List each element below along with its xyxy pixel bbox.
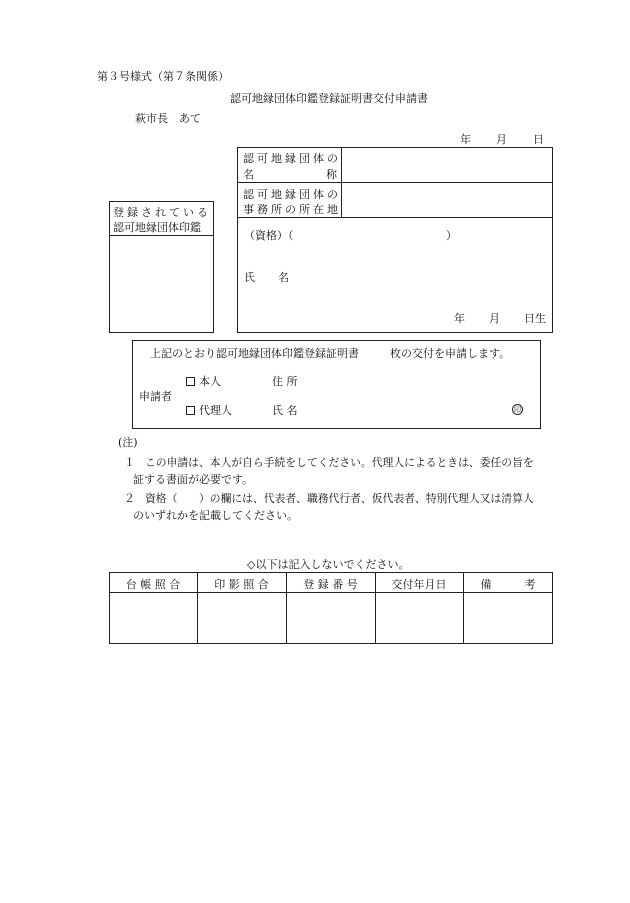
copies-count-field[interactable] (368, 343, 388, 359)
note-1-number: １ (124, 456, 135, 469)
notes-header: (注) (118, 436, 138, 449)
header-issue-date: 交付年月日 (391, 578, 447, 591)
request-sentence-a: 上記のとおり認可地縁団体印鑑登録証明書 (150, 347, 359, 360)
org-table-row-divider-2 (237, 217, 553, 218)
birth-year-label: 年 (454, 312, 465, 325)
agent-option[interactable] (186, 402, 232, 418)
form-number: 第３号様式（第７条関係） (97, 70, 229, 83)
note-2-number: ２ (124, 492, 135, 505)
agent-checkbox[interactable] (186, 406, 195, 415)
applicant-address-field[interactable] (310, 371, 530, 387)
header-remarks: 備 考 (480, 578, 536, 591)
person-name-label-b: 名 (278, 271, 289, 284)
self-label: 本人 (199, 375, 221, 388)
note-1-line-1: この申請は、本人が自ら手続をしてください。代理人によるときは、委任の旨を (145, 456, 534, 469)
office-address-label-1: 認可地縁団体の (243, 188, 341, 201)
note-2-line-1: 資格（ ）の欄には、代表者、職務代行者、仮代表者、特別代理人又は清算人 (145, 492, 534, 505)
office-address-value-field[interactable] (342, 184, 552, 215)
date-year-label: 年 (460, 133, 471, 146)
self-option[interactable] (186, 373, 221, 389)
form-title: 認可地縁団体印鑑登録証明書交付申請書 (230, 92, 428, 105)
org-name-value-field[interactable] (342, 150, 552, 181)
org-name-label-2b: 称 (326, 168, 337, 181)
seal-box-label-2: 認可地縁団体印鑑 (113, 221, 201, 234)
seal-box-divider (109, 235, 214, 236)
office-use-caption: ◇以下は記入しないでください。 (247, 558, 410, 571)
person-name-label-a: 氏 (244, 271, 255, 284)
org-table-row-divider-1 (237, 182, 553, 183)
self-checkbox[interactable] (186, 377, 195, 386)
name-label: 氏 名 (272, 404, 298, 417)
note-2-line-2: のいずれかを記載してください。 (133, 509, 298, 522)
addressee: 萩市長 あて (135, 112, 201, 125)
office-address-label-2: 事務所の所在地 (243, 203, 341, 216)
person-name-field[interactable] (300, 264, 540, 286)
seal-stamp-mark: 印 (514, 406, 521, 414)
date-day-label: 日 (533, 133, 544, 146)
org-name-label-2a: 名 (243, 168, 254, 181)
org-name-label-1: 認可地縁団体の (243, 152, 341, 165)
qualification-open: （資格）（ (244, 229, 294, 242)
qualification-field[interactable] (305, 226, 445, 241)
agent-label: 代理人 (199, 404, 232, 417)
note-1-line-2: 証する書面が必要です。 (133, 473, 254, 486)
address-label: 住 所 (272, 375, 298, 388)
qualification-close: ） (446, 229, 457, 242)
applicant-name-field[interactable] (310, 400, 500, 416)
applicant-label: 申請者 (139, 390, 172, 403)
request-sentence-b: 枚の交付を申請します。 (390, 347, 511, 360)
birth-month-label: 月 (489, 312, 500, 325)
office-use-header-divider (109, 592, 553, 593)
date-month-label: 月 (496, 133, 507, 146)
seal-box-label-1: 登録されている (113, 206, 211, 219)
birth-day-label: 日生 (524, 312, 546, 325)
header-registration-number: 登 録 番 号 (303, 578, 358, 591)
header-ledger-check: 台 帳 照 合 (125, 578, 181, 591)
header-seal-check: 印 影 照 合 (214, 578, 269, 591)
